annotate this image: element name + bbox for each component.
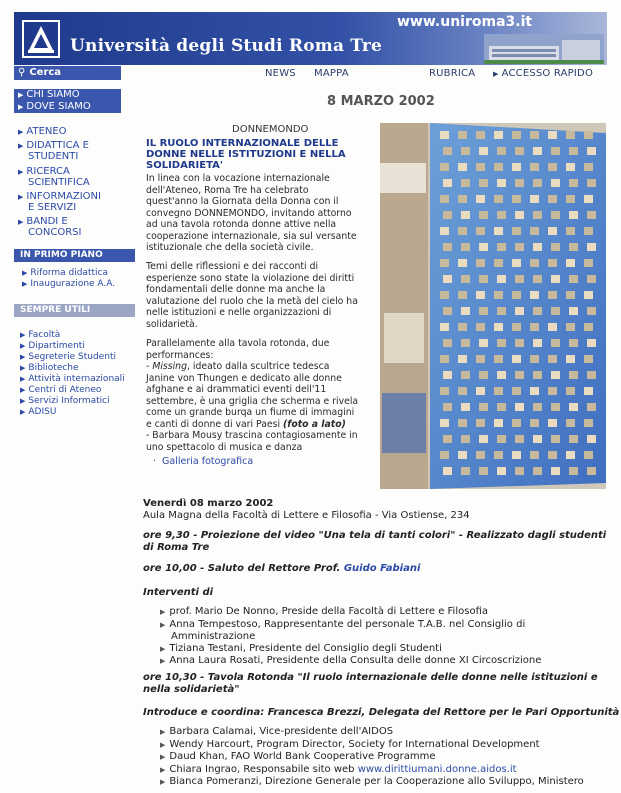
campus-building-image [484,34,604,64]
triangle-right-icon: ▶ [22,269,28,277]
article-kicker: DONNEMONDO [232,124,309,135]
sidebar-item-dove-siamo[interactable]: ▶ DOVE SIAMO [14,101,121,113]
university-logo[interactable] [22,20,60,58]
sempre-utili-centri[interactable]: ▶ Centri di Ateneo [20,385,102,395]
sempre-utili-attivita[interactable]: ▶ Attività internazionali [20,374,125,384]
list-item: ▶ Anna Tempestoso, Rappresentante del personale T.A.B. nel Consiglio di [160,618,526,630]
triangle-right-icon: ▶ [22,280,28,288]
gallery-link[interactable]: · Galleria fotografica [153,456,254,467]
list-item: Amministrazione [171,631,256,642]
site-header [14,12,607,65]
triangle-right-icon: ▶ [160,740,166,749]
list-item: ▶ Chiara Ingrao, Responsabile sito web www.dirittiumani.donne.aidos.it [160,763,517,775]
article-paragraph-3: Parallelamente alla tavola rotonda, due performances: - Missing, ideato dalla scultrice tedesca Janine von Thungen e dedicato alle donne afghane e ai drammatici eventi dell'11 settembre, è una griglia che scherma e rivela come un grande burqa un fiume di immagini e canti di donne di vari Paesi (foto a lato) - Barbara Mousy trascina contagiosamente in uno spettacolo di musica e danza [146,338,359,453]
bullet-icon: · [153,456,157,467]
sempre-utili-servizi[interactable]: ▶ Servizi Informatici [20,396,110,406]
triangle-right-icon: ▶ [20,397,26,405]
sidebar-link-informazioni[interactable]: ▶ INFORMAZIONI [18,191,101,202]
triangle-right-icon: ▶ [20,375,26,383]
program-place: Aula Magna della Facoltà di Lettere e Filosofia - Via Ostiense, 234 [143,510,470,521]
triangle-right-icon: ▶ [160,620,166,629]
sidebar-link-didattica-2[interactable]: STUDENTI [28,151,79,162]
triangle-right-icon: ▶ [18,103,24,111]
triangle-right-icon: ▶ [20,408,26,416]
guido-fabiani-link[interactable]: Guido Fabiani [343,563,421,574]
list-item: ▶ Barbara Calamai, Vice-presidente dell'AIDOS [160,726,394,737]
nav-mappa[interactable]: MAPPA [314,68,349,79]
triangle-right-icon: ▶ [18,142,24,150]
triangle-right-icon: ▶ [20,386,26,394]
triangle-right-icon: ▶ [20,364,26,372]
sempre-utili-dipartimenti[interactable]: ▶ Dipartimenti [20,341,85,351]
nav-news[interactable]: NEWS [265,68,296,79]
foto-a-lato-link[interactable]: (foto a lato) [283,418,346,430]
interventi-heading: Interventi di [143,587,214,598]
triangle-right-icon: ▶ [20,331,26,339]
primo-piano-riforma[interactable]: ▶ Riforma didattica [22,268,108,278]
sidebar-link-ricerca[interactable]: ▶ RICERCA [18,166,70,177]
triangle-right-icon: ▶ [160,644,166,653]
triangle-right-icon: ▶ [160,728,166,736]
speakers-list [160,726,584,789]
triangle-right-icon: ▶ [160,753,166,761]
primo-piano-inaugurazione[interactable]: ▶ Inaugurazione A.A. [22,279,116,289]
sidebar-link-didattica[interactable]: ▶ DIDATTICA E [18,140,89,151]
triangle-right-icon: ▶ [160,765,166,774]
introduce-coordina: Introduce e coordina: Francesca Brezzi, Delegata del Rettore per le Pari Opportunità [143,707,620,718]
triangle-right-icon: ▶ [18,168,24,176]
list-item: ▶ Tiziana Testani, Presidente del Consiglio degli Studenti [160,642,442,654]
section-primo-piano: IN PRIMO PIANO [14,249,135,262]
sidebar-link-bandi[interactable]: ▶ BANDI E [18,216,68,227]
article-title: IL RUOLO INTERNAZIONALE DELLE DONNE NELLE ISTITUZIONI E NELLA SOLIDARIETA' [146,138,346,171]
search-button[interactable]: ⚲ Cerca [14,66,121,80]
triangle-right-icon: ▶ [160,657,166,665]
triangle-right-icon: ▶ [160,608,166,616]
program-item-10-00: ore 10,00 - Saluto del Rettore Prof. Guido Fabiani [143,563,421,574]
list-item: ▶ Anna Laura Rosati, Presidente della Consulta delle donne XI Circoscrizione [160,655,542,666]
triangle-right-icon: ▶ [18,193,24,201]
triangle-right-icon: ▶ [18,91,24,99]
triangle-right-icon: ▶ [160,778,166,786]
university-name: Università degli Studi Roma Tre [70,36,383,56]
sidebar-link-ateneo[interactable]: ▶ ATENEO [18,126,67,137]
program-item-9-30: ore 9,30 - Proiezione del video "Una tela di tanti colori" - Realizzato dagli studenti di Roma Tre [143,530,607,553]
sempre-utili-segreterie[interactable]: ▶ Segreterie Studenti [20,352,116,362]
search-icon: ⚲ [18,67,26,78]
sempre-utili-adisu[interactable]: ▶ ADISU [20,407,57,417]
sempre-utili-biblioteche[interactable]: ▶ Biblioteche [20,363,79,373]
article-paragraph-2: Temi delle riflessioni e dei racconti di esperienze sono state la violazione dei diritti fondamentali delle donne ma anche la valutazione del ruolo che la metà del cielo ha nelle istituzioni e nelle organizzazioni di solidarietà. [146,261,358,330]
dirittiumani-link[interactable]: www.dirittiumani.donne.aidos.it [357,763,517,775]
sempre-utili-facolta[interactable]: ▶ Facoltà [20,330,61,340]
list-item: ▶ Bianca Pomeranzi, Direzione Generale per la Cooperazione allo Sviluppo, Ministero [160,776,584,787]
list-item: ▶ Wendy Harcourt, Program Director, Society for International Development [160,738,540,750]
triangle-right-icon: ▶ [20,342,26,350]
section-sempre-utili: SEMPRE UTILI [14,304,135,317]
nav-rubrica[interactable]: RUBRICA [429,68,476,79]
interventi-list [160,606,541,668]
site-url[interactable]: www.uniroma3.it [397,14,533,30]
triangle-right-icon: ▶ [20,353,26,361]
sidebar-link-ricerca-2[interactable]: SCIENTIFICA [28,177,90,188]
program-date: Venerdì 08 marzo 2002 [143,498,274,509]
program-item-10-30: ore 10,30 - Tavola Rotonda "Il ruolo internazionale delle donne nelle istituzioni e nella solidarietà" [143,672,598,695]
sidebar-link-bandi-2[interactable]: CONCORSI [28,227,82,238]
page-date: 8 MARZO 2002 [327,94,435,109]
nav-accesso-rapido[interactable]: ▶ ACCESSO RAPIDO [493,68,594,79]
triangle-right-icon: ▶ [493,70,499,78]
triangle-right-icon: ▶ [18,218,24,226]
triangle-right-icon: ▶ [18,128,24,136]
article-paragraph-1: In linea con la vocazione internazionale dell'Ateneo, Roma Tre ha celebrato quest'anno la Giornata della Donna con il convegno DONNEMONDO, invitando attorno ad una tavola rotonda donne attive nella cooperazione internazionale, sia sul versante istituzionale che della società civile. [146,173,357,253]
sidebar-link-informazioni-2[interactable]: E SERVIZI [28,202,77,213]
list-item: ▶ prof. Mario De Nonno, Preside della Facoltà di Lettere e Filosofia [160,606,488,617]
missing-installation-photo [380,123,606,489]
list-item: ▶ Daud Khan, FAO World Bank Cooperative Programme [160,751,436,762]
sidebar-item-chi-siamo[interactable]: ▶ CHI SIAMO [14,89,121,101]
